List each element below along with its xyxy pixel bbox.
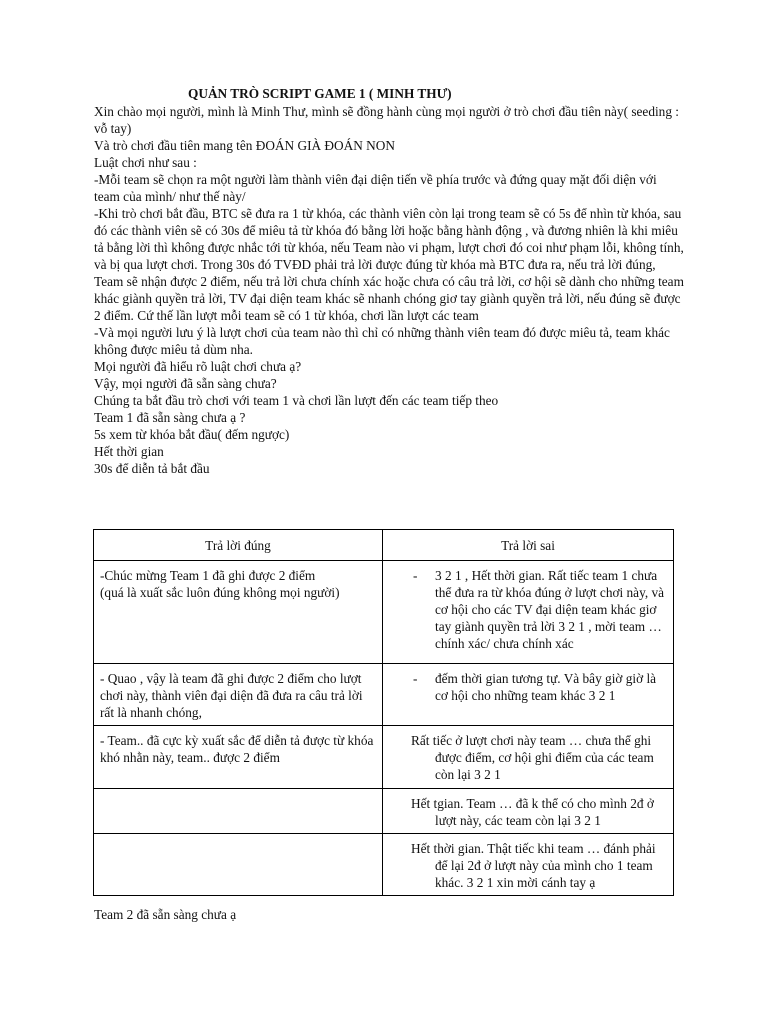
table-cell — [94, 726, 383, 789]
describe-start-line: 30s để diễn tả bắt đầu — [94, 461, 210, 476]
start-announcement: Chúng ta bắt đầu trò chơi với team 1 và chơi lần lượt đến các team tiếp theo — [94, 393, 499, 408]
table-cell — [94, 789, 383, 834]
table-row — [94, 726, 674, 789]
table-cell — [383, 561, 674, 664]
header-wrong: Trả lời sai — [383, 530, 674, 561]
correct-response — [94, 834, 382, 844]
time-up-line: Hết thời gian — [94, 444, 164, 459]
table-cell — [383, 789, 674, 834]
question-understand: Mọi người đã hiểu rõ luật chơi chưa ạ? — [94, 359, 302, 374]
game-name-paragraph: Và trò chơi đầu tiên mang tên ĐOÁN GIÀ ĐOÁN NON — [94, 138, 395, 153]
table-cell — [94, 834, 383, 896]
wrong-response: Hết tgian. Team … đã k thể có cho mình 2đ ở lượt này, các team còn lại 3 2 1 — [411, 796, 654, 828]
team2-ready: Team 2 đã sẵn sàng chưa ạ — [94, 907, 237, 922]
wrong-response: Rất tiếc ở lượt chơi này team … chưa thể ghi được điểm, cơ hội ghi điểm của các team còn lại 3 2 1 — [411, 733, 654, 782]
table-row — [94, 834, 674, 896]
correct-response — [94, 789, 382, 799]
table-cell — [383, 834, 674, 896]
table-cell — [94, 664, 383, 726]
question-ready: Vậy, mọi người đã sẵn sàng chưa? — [94, 376, 277, 391]
wrong-response-item — [383, 561, 673, 656]
wrong-response: 3 2 1 , Hết thời gian. Rất tiếc team 1 chưa thể đưa ra từ khóa đúng ở lượt chơi này, và cơ hội cho các TV đại diện team khác giơ tay giành quyền trả lời 3 2 1 , mời team … chính xác/ chưa chính xác — [435, 568, 665, 651]
rule-gameplay: -Khi trò chơi bắt đầu, BTC sẽ đưa ra 1 từ khóa, các thành viên còn lại trong team sẽ có 5s để nhìn từ khóa, sau đó các thành viên sẽ có 30s để miêu tả từ khóa đó bằng lời hoặc bằng hành động , và đương nhiên là khi miêu tả bằng lời thì không được nhắc tới từ khóa, nếu Team nào vi phạm, lượt chơi đó coi như phạm lỗi, không tính, và bị qua lượt chơi. Trong 30s đó TVĐD phải trả lời được đúng từ khóa mà BTC đưa ra, nếu trả lời đúng, Team sẽ nhận được 2 điểm, nếu trả lời chưa chính xác hoặc chưa có câu trả lời, cơ hội sẽ dành cho những team khác giành quyền trả lời, TV đại diện team khác sẽ nhanh chóng giơ tay giành quyền trả lời, nếu đúng sẽ được 2 điểm. Cứ thế lần lượt mỗi team sẽ có 1 từ khóa, chơi lần lượt các team — [94, 206, 684, 323]
correct-response: - Team.. đã cực kỳ xuất sắc để diễn tả được từ khóa khó nhằn này, team.. được 2 điểm — [100, 733, 374, 765]
header-correct: Trả lời đúng — [94, 530, 383, 561]
intro-paragraph: Xin chào mọi người, mình là Minh Thư, mình sẽ đồng hành cùng mọi người ở trò chơi đầu tiên này( seeding : vỗ tay) — [94, 104, 679, 136]
table-cell — [94, 561, 383, 664]
table-cell — [383, 726, 674, 789]
wrong-response-item — [383, 664, 673, 708]
table-row — [94, 664, 674, 726]
table-row — [94, 789, 674, 834]
table-row — [94, 561, 674, 664]
script-body — [94, 103, 684, 477]
list-dash: - — [413, 568, 418, 583]
countdown-line: 5s xem từ khóa bắt đầu( đếm ngược) — [94, 427, 290, 442]
list-dash: - — [413, 671, 418, 686]
correct-response: - Quao , vậy là team đã ghi được 2 điểm cho lượt chơi này, thành viên đại diện đã đưa ra câu trả lời rất là nhanh chóng, — [100, 671, 363, 720]
table-cell — [383, 664, 674, 726]
rules-heading: Luật chơi như sau : — [94, 155, 197, 170]
rule-note: -Và mọi người lưu ý là lượt chơi của team nào thì chỉ có những thành viên team đó được miêu tả, team khác không được miêu tả dùm nha. — [94, 325, 670, 357]
document-title: QUẢN TRÒ SCRIPT GAME 1 ( MINH THƯ) — [188, 86, 452, 101]
correct-response: -Chúc mừng Team 1 đã ghi được 2 điểm (quá là xuất sắc luôn đúng không mọi người) — [100, 568, 340, 600]
response-table — [93, 529, 674, 896]
team1-ready: Team 1 đã sẵn sàng chưa ạ ? — [94, 410, 246, 425]
wrong-response: Hết thời gian. Thật tiếc khi team … đánh phải để lại 2đ ở lượt này của mình cho 1 team khác. 3 2 1 xin mời cánh tay ạ — [411, 841, 656, 890]
wrong-response: đếm thời gian tương tự. Và bây giờ giờ là cơ hội cho những team khác 3 2 1 — [435, 671, 657, 703]
table-header-row — [94, 530, 674, 561]
rule-representative: -Mỗi team sẽ chọn ra một người làm thành viên đại diện tiến về phía trước và đứng quay mặt đối diện với team của mình/ như thế này/ — [94, 172, 657, 204]
